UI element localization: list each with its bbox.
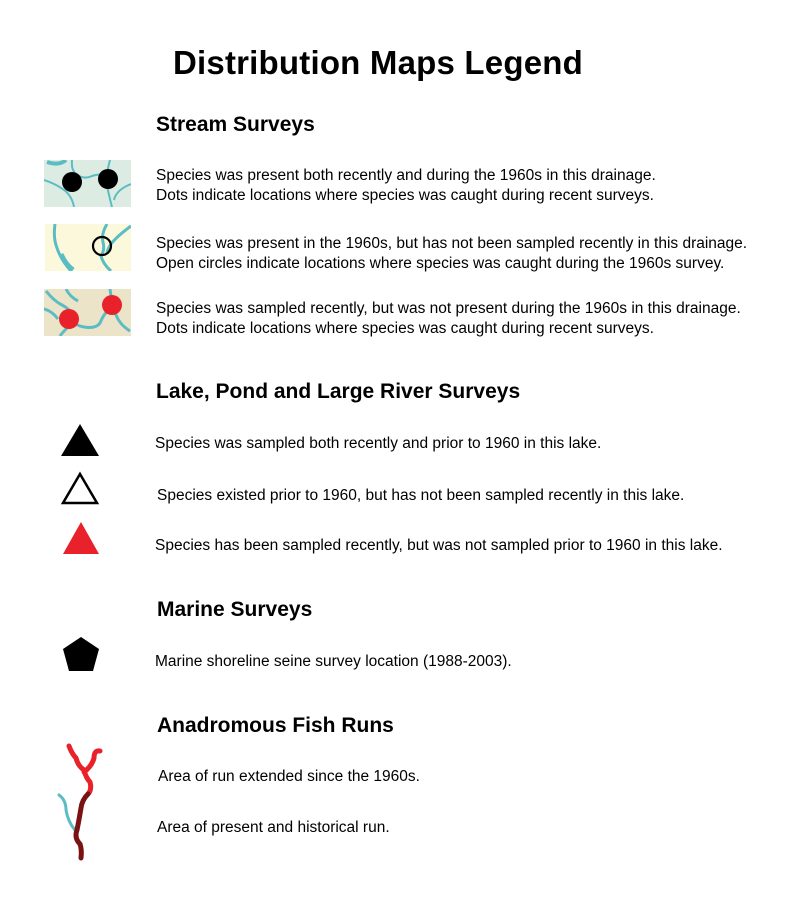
section-heading-lake: Lake, Pond and Large River Surveys [156,380,521,403]
stream-item-1-line1: Species was present both recently and during the 1960s in this drainage. [156,167,656,184]
stream-open-circle-icon [45,224,131,271]
stream-black-dots-icon [44,160,131,207]
anadromous-item-1-text: Area of run extended since the 1960s. [158,768,420,785]
black-pentagon-icon [62,636,100,672]
open-triangle-icon [60,471,100,505]
red-river-line-icon [69,746,100,794]
stream-item-2-text [156,234,747,274]
section-heading-anadromous: Anadromous Fish Runs [157,714,394,737]
dark-red-river-line-icon [76,794,88,858]
stream-item-1-line2: Dots indicate locations where species was caught during recent surveys. [156,187,654,204]
black-triangle-icon [60,423,100,457]
stream-item-3-text [156,299,741,339]
anadromous-item-2-text: Area of present and historical run. [157,819,390,836]
page-title: Distribution Maps Legend [173,44,583,81]
stream-red-dots-icon [44,289,131,336]
section-heading-stream: Stream Surveys [156,113,315,136]
stream-item-3-line2: Dots indicate locations where species was caught during recent surveys. [156,320,654,337]
stream-item-1-text [156,166,656,206]
section-heading-marine: Marine Surveys [157,598,313,621]
lake-item-3-text: Species has been sampled recently, but was not sampled prior to 1960 in this lake. [155,537,723,554]
stream-item-3-line1: Species was sampled recently, but was not present during the 1960s in this drainage. [156,300,741,317]
red-triangle-icon [61,521,101,555]
lake-item-1-text: Species was sampled both recently and prior to 1960 in this lake. [155,435,602,452]
blue-tributary-icon [59,795,75,830]
anadromous-run-line-icon [50,738,110,863]
stream-item-2-line1: Species was present in the 1960s, but has not been sampled recently in this drainage. [156,235,748,252]
stream-item-2-line2: Open circles indicate locations where species was caught during the 1960s survey. [156,255,725,272]
lake-item-2-text: Species existed prior to 1960, but has not been sampled recently in this lake. [157,487,685,504]
marine-item-1-text: Marine shoreline seine survey location (1988-2003). [155,653,512,670]
